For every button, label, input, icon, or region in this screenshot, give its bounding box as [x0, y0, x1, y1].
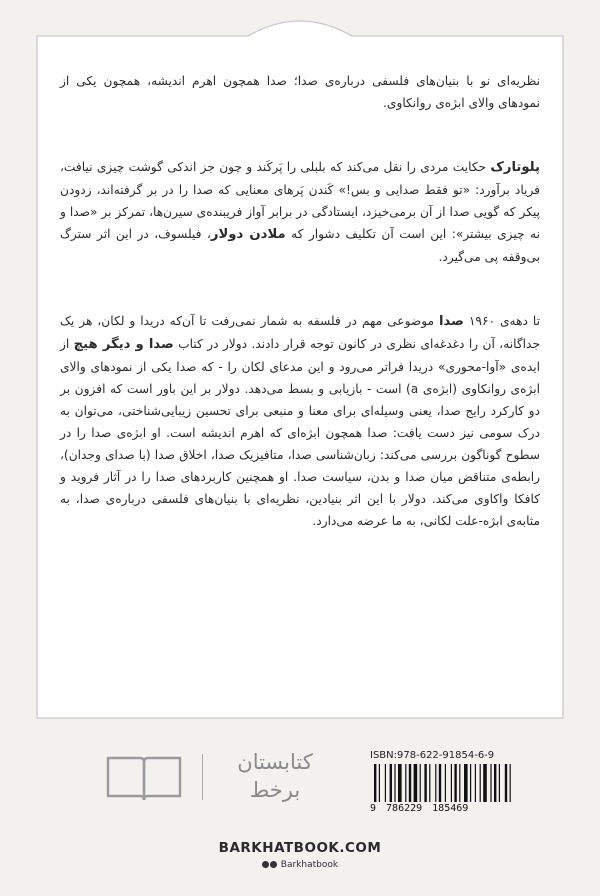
publisher-logo-text	[220, 748, 330, 804]
barcode-bar	[379, 764, 380, 802]
barcode-bar	[499, 764, 500, 802]
barcode-bar	[470, 764, 471, 802]
barcode-bar	[475, 764, 476, 802]
barcode-bar	[451, 764, 452, 802]
isbn-block	[370, 750, 540, 814]
barcode-bar	[390, 764, 392, 802]
barcode-bar	[429, 764, 430, 802]
barcode-bar	[435, 764, 436, 802]
barcode-group-1: 786229	[386, 803, 423, 814]
barcode-bar	[414, 764, 418, 802]
barcode-bar	[398, 764, 402, 802]
blurb	[60, 70, 540, 574]
desc-text-3: از ایده‌ی «آوا-محوری» دریدا فراتر می‌رود و این مدعای لکان را - که صدا یکی از نمودهای والای ابژه‌ی روانکاوی (ابژه‌ی a) است - بازیابی و بسط می‌دهد. دولار بر این باور است که افزون بر دو کارکرد رایج صدا، یعنی وسیله‌ای برای معنا و منبعی برای تحسین زیبایی‌شناختی، می‌توان به درک سومی نیز دست یافت: صدا همچون ابژه‌ای که اهرم اندیشه است. او ابژه‌ی صدا را در سطوح گوناگون بررسی می‌کند: زبان‌شناسی صدا، متافیزیک صدا، اخلاق صدا (با صدای وجدان)، رابطه‌ی متناقض میان صدا و بدن، سیاست صدا. او همچنین کاربردهای صدا را در آثار فروید و کافکا واکاوی می‌کند. دولار با این اثر بنیادین، نظریه‌ای با بنیان‌های فلسفی درباره‌ی صدا، به مثابه‌ی ابژه-علت لکانی، به ما عرضه می‌دارد.	[60, 337, 540, 528]
social-handle: Barkhatbook	[280, 860, 339, 870]
desc-text-2: موضوعی مهم در فلسفه به شمار نمی‌رفت تا آن‌که دریدا و لکان، هر یک جداگانه، آن را دغدغه‌ای نظری در کانون توجه قرار دادند. دولار در کتاب	[60, 314, 540, 351]
isbn-label: ISBN:978-622-91854-6-9	[370, 750, 495, 761]
barcode-first-digit: 9	[370, 803, 377, 814]
description-paragraph	[60, 310, 540, 532]
barcode-bar	[490, 764, 491, 802]
barcode-group-2: 185469	[432, 803, 469, 814]
barcode-bar	[505, 764, 507, 802]
barcode-bar	[409, 764, 411, 802]
barcode-bar	[420, 764, 421, 802]
barcode-bar	[464, 764, 468, 802]
plutarch-text-2: ، فیلسوف، در این اثر سترگ بی‌وقفه پی می‌گیرد.	[60, 227, 540, 264]
barcode-bar	[424, 764, 426, 802]
barcode-bar	[459, 764, 460, 802]
plutarch-text-1: حکایت مردی را نقل می‌کند که بلبلی را پَرکَند و چون جز اندکی گوشت چیزی نیافت، فریاد برآورد: «تو فقط صدایی و بس!» کَندن پَرهای معنایی که صدا را در بر گرفته‌اند، زدودن پیکر که گویی صدا از آن برمی‌خیزد، ایستادگی در برابر آواز فریبنده‌ی سیرن‌ها، تمرکز بر «صدا و نه چیزی بیشتر»: این است آن تکلیف دشوار که	[60, 160, 540, 241]
social-line	[0, 860, 600, 870]
instagram-icon	[262, 861, 269, 868]
open-book-icon	[104, 752, 184, 804]
barcode-bar	[494, 764, 496, 802]
website-url: BARKHATBOOK.COM	[218, 840, 382, 856]
plutarch-name: پلوتارک	[490, 160, 540, 175]
barcode-bar	[374, 764, 376, 802]
intro-paragraph	[60, 70, 540, 114]
book-title: صدا و دیگر هیچ	[73, 337, 174, 352]
publisher-row	[70, 748, 530, 814]
voice-word: صدا	[439, 314, 464, 329]
barcode-bar	[394, 764, 395, 802]
barcode-bar	[510, 764, 511, 802]
barcode-bar	[439, 764, 441, 802]
barcode-digits	[370, 803, 540, 814]
plutarch-paragraph	[60, 156, 540, 268]
logo-divider	[202, 754, 203, 800]
barcode-bar	[405, 764, 406, 802]
barcode-bar	[445, 764, 446, 802]
barcode-bar	[480, 764, 481, 802]
telegram-icon	[270, 861, 277, 868]
desc-text-1: تا دهه‌ی ۱۹۶۰	[463, 314, 541, 328]
barcode-bar	[385, 764, 386, 802]
barcode-bar	[454, 764, 456, 802]
author-name: ملادن دولار	[210, 227, 286, 242]
logo-line-2: برخط	[249, 778, 301, 802]
intro-text: نظریه‌ای نو با بنیان‌های فلسفی درباره‌ی صدا؛ صدا همچون اهرم اندیشه، همچون یکی از نمودهای والای ابژه‌ی روانکاوی.	[60, 74, 540, 110]
barcode	[370, 764, 540, 802]
logo-line-1: کتابستان	[237, 750, 313, 774]
barcode-bar	[483, 764, 487, 802]
